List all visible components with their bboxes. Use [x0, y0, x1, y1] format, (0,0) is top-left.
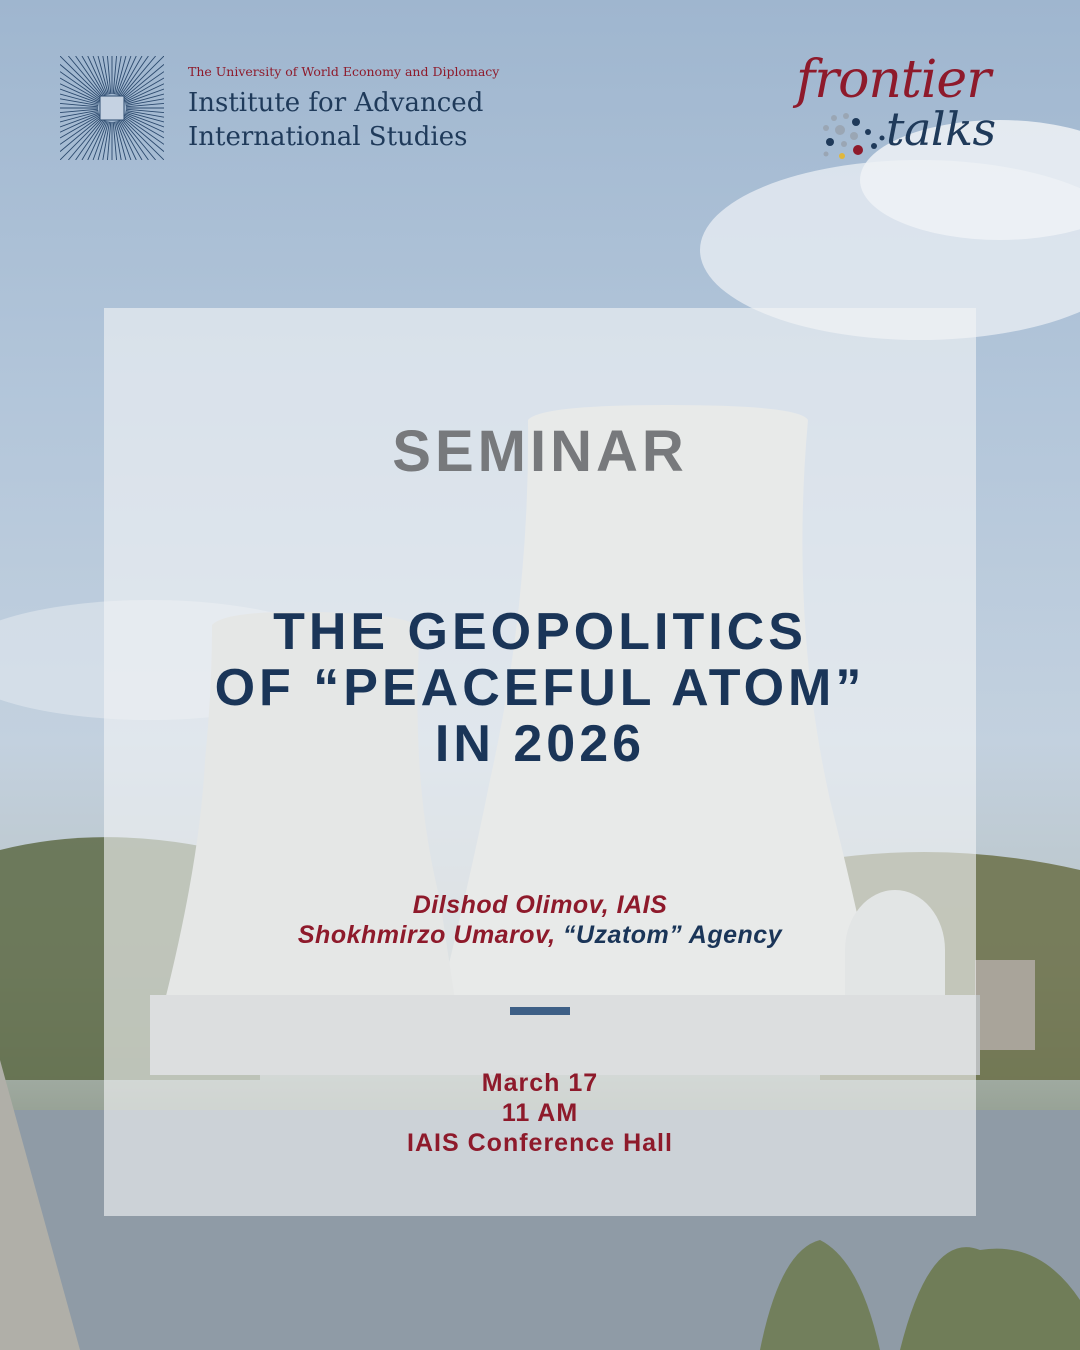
speaker-1: [0, 890, 1080, 920]
talks-word: talks: [886, 102, 996, 156]
institute-name-line2: International Studies: [188, 122, 468, 152]
speaker-2: [0, 920, 1080, 950]
event-details: [0, 1068, 1080, 1158]
event-date: March 17: [481, 1069, 599, 1097]
institute-name: [188, 86, 483, 154]
speaker-1-affiliation: IAIS: [616, 891, 668, 919]
sunburst-logo-icon: [60, 56, 164, 160]
divider-line: [510, 1007, 570, 1015]
speaker-2-name: Shokhmirzo Umarov,: [297, 921, 556, 949]
speaker-2-affiliation: “Uzatom” Agency: [563, 921, 783, 949]
iais-logo: [60, 56, 520, 166]
university-name: The University of World Economy and Diplomacy: [188, 64, 500, 79]
event-type-label: SEMINAR: [392, 419, 688, 484]
frontier-talks-logo: [790, 52, 1030, 172]
title-line-2: OF “PEACEFUL ATOM”: [214, 659, 866, 717]
event-venue: IAIS Conference Hall: [407, 1129, 673, 1157]
title-line-3: IN 2026: [434, 715, 646, 773]
speakers-list: [0, 890, 1080, 950]
frontier-word: frontier: [796, 50, 991, 110]
event-time: 11 AM: [501, 1099, 579, 1127]
seminar-title: [0, 604, 1080, 772]
speaker-1-name: Dilshod Olimov,: [412, 891, 610, 919]
institute-name-line1: Institute for Advanced: [188, 88, 484, 118]
title-line-1: THE GEOPOLITICS: [273, 603, 807, 661]
dots-globe-icon: [804, 108, 894, 164]
